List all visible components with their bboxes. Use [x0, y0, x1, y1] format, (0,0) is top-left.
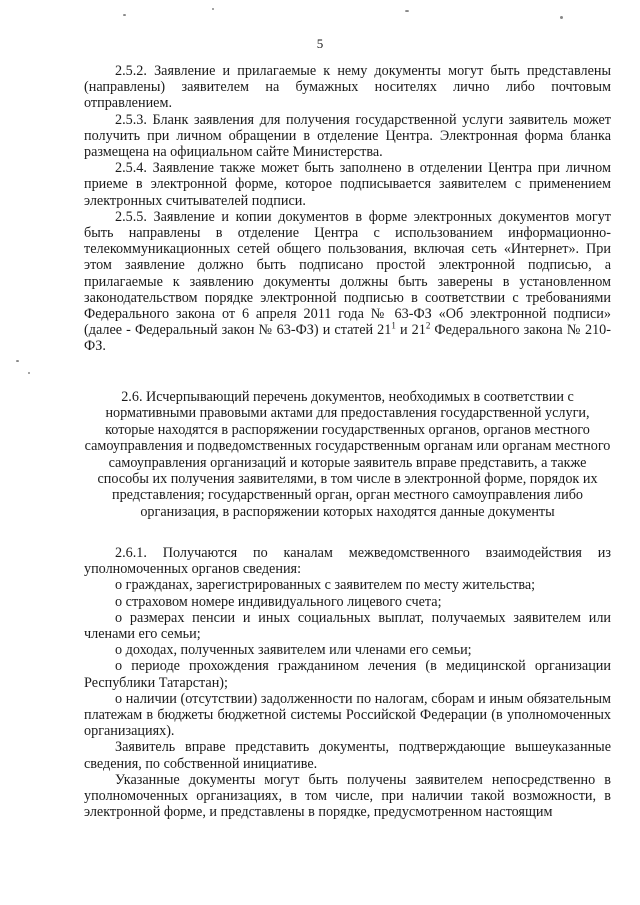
- paragraph-2-5-3: 2.5.3. Бланк заявления для получения государственной услуги заявитель может получить при личном обращении в отделение Центра. Электронная форма бланка размещена на официальном сайте Министерства.: [84, 111, 611, 161]
- scan-speck: [212, 8, 214, 10]
- page-number: 5: [316, 36, 324, 51]
- list-item: о доходах, полученных заявителем или членами его семьи;: [115, 642, 472, 659]
- list-item: о периоде прохождения гражданином лечения (в медицинской организации Республики Татарстан);: [84, 658, 611, 691]
- scan-speck: [123, 14, 126, 16]
- paragraph-2-6-1: 2.6.1. Получаются по каналам межведомственного взаимодействия из уполномоченных органов сведения:: [84, 545, 611, 578]
- superscript-2: 2: [425, 320, 431, 331]
- list-item: о наличии (отсутствии) задолженности по налогам, сборам и иным обязательным платежам в бюджеты бюджетной системы Российской Федерации (в уполномоченных организациях).: [84, 690, 611, 740]
- list-item: о страховом номере индивидуального лицевого счета;: [115, 593, 442, 610]
- law-ref-mid: и 21: [395, 322, 426, 339]
- scan-speck: [16, 360, 19, 362]
- scan-speck: [560, 16, 563, 19]
- scan-speck: [28, 372, 30, 374]
- scan-speck: [405, 10, 409, 12]
- paragraph-2-5-2: 2.5.2. Заявление и прилагаемые к нему документы могут быть представлены (направлены) заявителем на бумажных носителях лично либо почтовым отправлением.: [84, 63, 611, 112]
- superscript-1: 1: [391, 320, 396, 331]
- list-item: о гражданах, зарегистрированных с заявителем по месту жительства;: [115, 577, 536, 594]
- section-2-5-paragraphs: [84, 63, 611, 355]
- paragraph-2-5-4: 2.5.4. Заявление также может быть заполнено в отделении Центра при личном приеме в электронной форме, которое подписывается заявителем с применением электронных считывателей подписи.: [84, 160, 611, 209]
- paragraph-2-5-5-text: 2.5.5. Заявление и копии документов в форме электронных документов могут быть направлены в отделение Центра с использованием информационно-телекоммуникационных сетей общего пользования, включая сеть «Интернет». При этом заявление должно быть подписано простой электронной подписью, а прилагаемые к заявлению документы должны быть заверены в установленном законодательством порядке электронной подписью в соответствии с требованиями Федерального закона от 6 апреля 2011 года № 63-ФЗ «Об электронной подписи» (далее - Федеральный закон № 63-ФЗ) и статей 21: [84, 208, 611, 339]
- paragraph-applicant-right: Заявитель вправе представить документы, подтверждающие вышеуказанные сведения, по собственной инициативе.: [84, 739, 611, 772]
- paragraph-documents-obtained: Указанные документы могут быть получены заявителем непосредственно в уполномоченных организациях, в том числе, при наличии такой возможности, в электронной форме, и представлены в порядке, предусмотренном настоящим: [84, 771, 611, 821]
- section-2-6-heading: 2.6. Исчерпывающий перечень документов, необходимых в соответствии с нормативными правовыми актами для предоставления государственной услуги, которые находятся в распоряжении государственных органов, органов местного самоуправления и подведомственных государственным органам или органам местного самоуправления организаций и которые заявитель вправе представить, а также способы их получения заявителями, в том числе в электронной форме, порядок их представления; государственный орган, орган местного самоуправления либо организация, в распоряжении которых находятся данные документы: [84, 389, 611, 520]
- list-item: о размерах пенсии и иных социальных выплат, получаемых заявителем или членами его семьи;: [84, 609, 611, 643]
- section-2-6-1-paragraphs: [84, 545, 611, 820]
- paragraph-2-5-5: [84, 209, 611, 355]
- law-ref-tail: Федерального закона № 210-ФЗ.: [84, 322, 611, 355]
